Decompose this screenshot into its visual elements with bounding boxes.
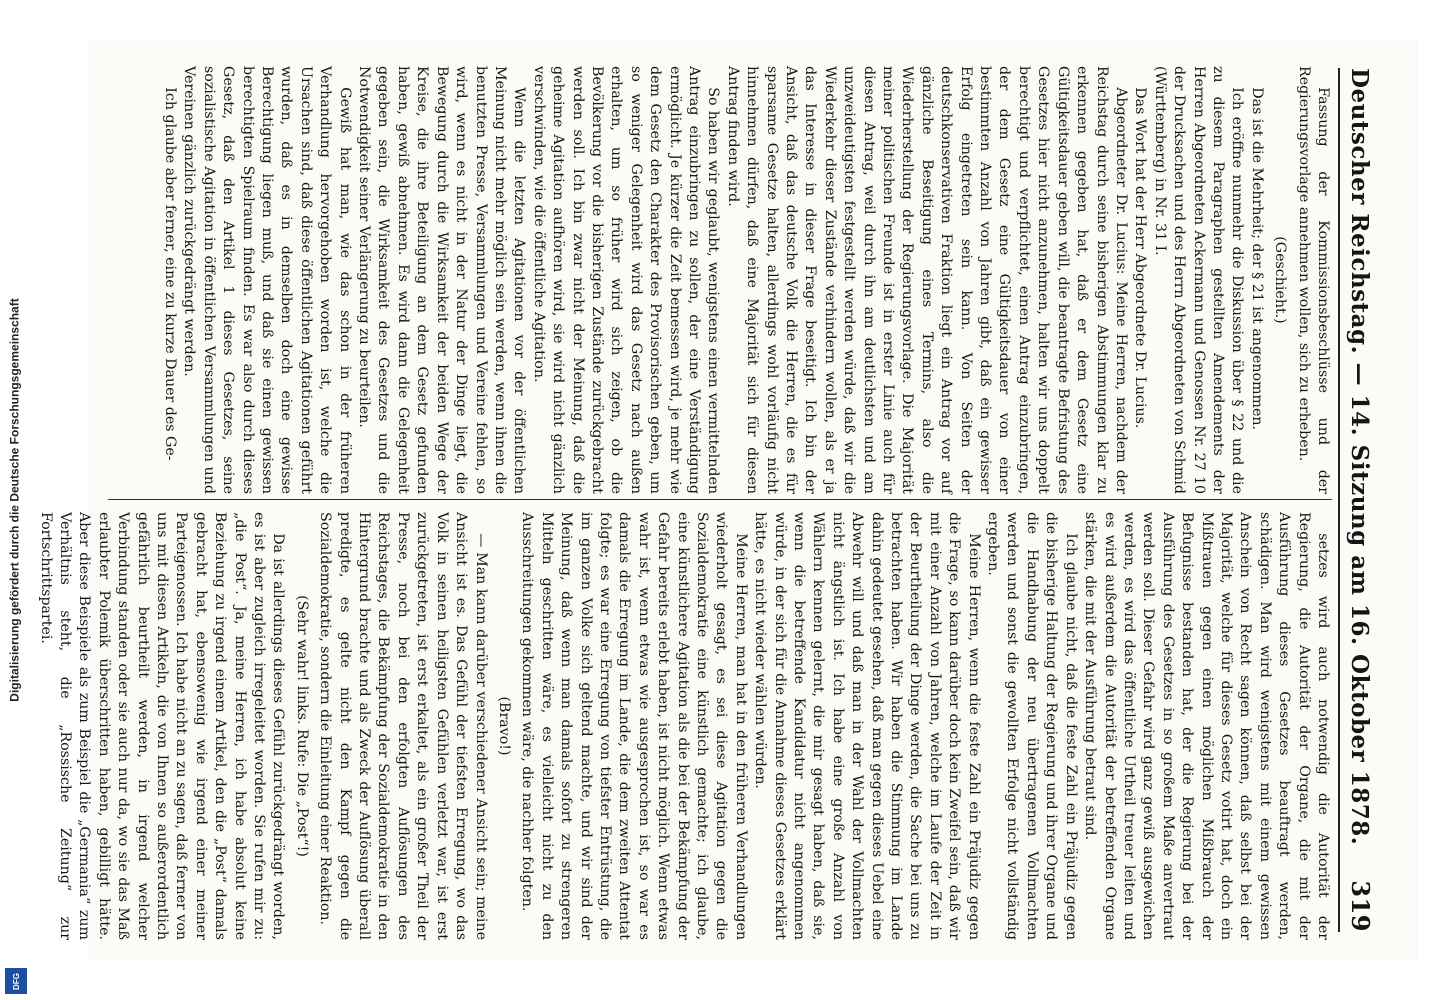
dfg-logo-text: DFG bbox=[11, 972, 21, 990]
paragraph: Ich glaube aber ferner, eine zu kurze Dauer des Ge- bbox=[162, 87, 179, 461]
paragraph: So haben wir geglaubt, wenigstens einen vermittelnden Antrag einzubringen zu sollen, der eine Verständigung ermöglicht. Je kürzer die Zeit bemessen wird, je mehr wie dem Gesetz den Charakter des Provisorischen geben, um so weniger Gelegenheit wird das Gesetz nach außen erhalten, um so früher wird sich zeigen, ob die Bevölkerung vor die bisherigen Zustände zurückgebracht werden soll. Ich bin zwar nicht der Meinung, daß die geheime Agitation aufhören wird, sie wird nicht gänzlich verschwinden, wie die öffentliche Agitation. bbox=[530, 66, 722, 494]
rotated-page-content bbox=[37, 40, 1418, 960]
interjection: (Sehr wahr! links. Rufe: Die „Post“!) bbox=[293, 595, 310, 857]
paragraph: Da ist allerdings dieses Gefühl zurückgedrängt worden, es ist aber zugleich irregeleitet worden. Sie rufen mir zu: „die Post“. Ja, meine Herren, ich habe absolut keine Beziehung zu irgend einem Artikel, den die „Post“ damals gebracht hat, ebensowenig wie irgend einer meiner Parteigenossen. Ich habe nicht an zu sagen, daß ferner von uns mit diesen Artikeln, die von Ihnen so außerordentlich gefährlich beurtheilt werden, in irgend welcher Verbindung standen oder sie auch nur da, wo sie das Maß erlaubter Polemik überschritten haben, gebilligt hätte. Aber diese Beispiele als zum Beispiel die „Germania“ zum Verhältnis steht, die „Rossische Zeitung“ zur Fortschrittspartei. bbox=[37, 512, 287, 940]
header-title: Deutscher Reichstag. — 14. Sitzung am 16. Oktober 1878. bbox=[1346, 68, 1373, 846]
page-header bbox=[1338, 68, 1392, 932]
page-scan bbox=[37, 40, 1418, 960]
paragraph: Fassung der Kommissionsbeschlüsse und der Regierungsvorlage annehmen wollen, sich zu erheben. bbox=[1295, 66, 1331, 494]
page-number: 319 bbox=[1346, 880, 1375, 932]
paragraph: Meine Herren, man hat in den früheren Verhandlungen wiederholt gesagt, es sei diese Agitation gegen die Sozialdemokratie eine künstlich gemachte; ich glaube, eine künstlichere Agitation als die bei der Bekämpfung der Gefahr bereits erlebt haben, ist nicht möglich. Wenn etwas wahr ist, wenn etwas wie ausgesprochen ist, so war es damals die Erregung im Lande, die dem zweiten Attentat folgte; es war eine Erregung von tiefster Entrüstung, die im ganzen Volke sich geltend machte, und wir sind der Meinung, daß wenn man damals sofort zu strengeren Mitteln geschritten wäre, es vielleicht nicht zu den Ausschreitungen gekommen wäre, die nachher folgten. bbox=[519, 512, 749, 940]
paragraph: Meine Herren, wenn die feste Zahl ein Präjudiz gegen die Frage, so kann darüber doch kein Zweifel sein, daß wir mit einer Anzahl von Jahren, welche im Laufe der Zeit in der Beurtheilung der Dinge werden, die Sache bei uns zu betrachten haben. Wir haben die Stimmung im Lande dahin gedeutet gesehen, daß man gegen dieses Uebel eine Abwehr will und daß man in der Wahl der Vollmachten nicht ängstlich ist. Ich habe eine große Anzahl von Wählern kennen gelernt, die mir gesagt haben, daß sie, wenn die betreffende Kandidatur nicht angenommen würde, in der sich für die Annahme dieses Gesetzes erklärt hätte, es nicht wieder wählen würden. bbox=[752, 512, 982, 940]
dfg-logo-icon bbox=[5, 968, 27, 994]
paragraph: Abgeordneter Dr. Lucius: Meine Herren, nachdem der Reichstag durch seine bisherigen Abstimmungen klar zu erkennen gegeben hat, daß er dem Gesetz eine Gültigkeitsdauer geben will, die beantragte Befristung des Gesetzes hier nicht anzunehmen, halten wir uns doppelt berechtigt und verpflichtet, einen Antrag einzubringen, der dem Gesetz eine Gültigkeitsdauer von einer bestimmten Anzahl von Jahren gibt, daß ein gewisser Erfolg eingetreten sein kann. Von Seiten der deutschkonservativen Fraktion liegt ein Antrag vor auf gänzliche Beseitigung eines Termins, also die Wiederherstellung der Regierungsvorlage. Die Majorität meiner politischen Freunde ist in erster Linie auch für diesen Antrag, weil durch ihn am deutlichsten und am unzweideutigsten festgestellt werden würde, daß wir die Wiederkehr dieser Zustände verhindern wollen, als er ja das Interesse in dieser Frage beseitigt. Ich bin der Ansicht, daß das deutsche Volk die Herren, die es für sparsame Gesetze halten, allerdings wohl vorläufig nicht hinnehmen dürfen, daß eine Majorität sich für diesen Antrag finden wird. bbox=[724, 66, 1129, 494]
paragraph: setzes wird auch notwendig die Autorität der Regierung, die Autorität der Organe, die mit der Ausführung dieses Gesetzes beauftragt werden, schädigen. Man wird wenigstens mit einem gewissen Anschein von Recht sagen können, daß selbst bei der Majorität, welche für dieses Gesetz votirt hat, doch ein Mißtrauen gegen einen möglichen Mißbrauch der Befugnisse bestanden hat, der die Regierung bei der Ausführung des Gesetzes in so großem Maße anvertraut werden soll. Dieser Gefahr wird ganz gewiß ausgewichen werden, es wird das öffentliche Urtheil treuer leiten und es wird außerdem die Autorität der betreffenden Organe stärken, die mit der Ausführung betraut sind. bbox=[1082, 512, 1331, 940]
credit-text: Digitalisierung gefördert durch die Deutsche Forschungsgemeinschaft bbox=[8, 298, 22, 702]
paragraph: Das ist die Mehrheit; der § 21 ist angenommen. bbox=[1248, 87, 1265, 431]
paragraph: Gewiß hat man, wie das schon in der früheren Verhandlung hervorgehoben worden ist, welche die Ursachen sind, daß diese öffentlichen Agitationen geführt wurden, daß es in demselben doch eine gewisse Berechtigung liegen muß, und daß sie einen gewissen berechtigten Spielraum finden. Es war also durch dieses Gesetz, daß den Artikel 1 dieses Gesetzes, seine sozialistische Agitation in öffentlichen Versammlungen und Vereinen gänzlich zurückgedrängt werden. bbox=[181, 66, 353, 494]
paragraph: Das Wort hat der Herr Abgeordnete Dr. Lucius. bbox=[1132, 87, 1149, 429]
paragraph: — Man kann darüber verschiedener Ansicht sein; meine Ansicht ist es. Das Gefühl der tiefsten Erregung, wo das Volk in seinen heiligsten Gefühlen verletzt war, ist erst zurückgetreten, ist erst erkaltet, als ein großer Theil der Presse, noch bei den erfolgten Auflösungen des Reichstages, die Bekämpfung der Sozialdemokratie in den Hintergrund brachte und als Zweck der Auflösung überall predigte, es gelte nicht den Kampf gegen die Sozialdemokratie, sondern die Einleitung einer Reaktion. bbox=[317, 512, 489, 940]
left-column bbox=[108, 66, 1332, 494]
paragraph: Wenn die letzten Agitationen vor der öffentlichen Meinung nicht mehr möglich sein werden, wenn ihnen die benutzten Presse, Versammlungen und Vereine fehlen, so wird, wenn es nicht in der Natur der Dinge liegt, die Bewegung durch die Wirksamkeit der beiden Wege der Kreise, die ihre Beteiligung an dem Gesetz gefunden haben, gewiß abnehmen. Es wird dann die Gelegenheit gegeben sein, die Wirksamkeit des Gesetzes und die Notwendigkeit seiner Verlängerung zu beurteilen. bbox=[356, 66, 528, 494]
digitization-credit bbox=[0, 40, 30, 960]
column-divider bbox=[108, 499, 1332, 500]
paragraph: Ich eröffne nunmehr die Diskussion über § 22 und die zu diesem Paragraphen gestellten Amendements der Herren Abgeordneten Ackermann und Genossen Nr. 27 10 der Drucksachen und des Herrn Abgeordneten von Schmid (Württemberg) in Nr. 31 I. bbox=[1151, 66, 1246, 494]
interjection: (Bravo!) bbox=[495, 696, 512, 756]
right-column bbox=[37, 512, 1332, 940]
interjection: (Geschieht.) bbox=[1272, 236, 1289, 324]
paragraph: Ich glaube nicht, daß die feste Zahl ein Präjudiz gegen die bisherige Haltung der Regierung und ihrer Organe und die Handhabung der neu übertragenen Vollmachten werden und sonst die gewollten Erfolge nicht vollständig ergeben. bbox=[985, 512, 1079, 940]
